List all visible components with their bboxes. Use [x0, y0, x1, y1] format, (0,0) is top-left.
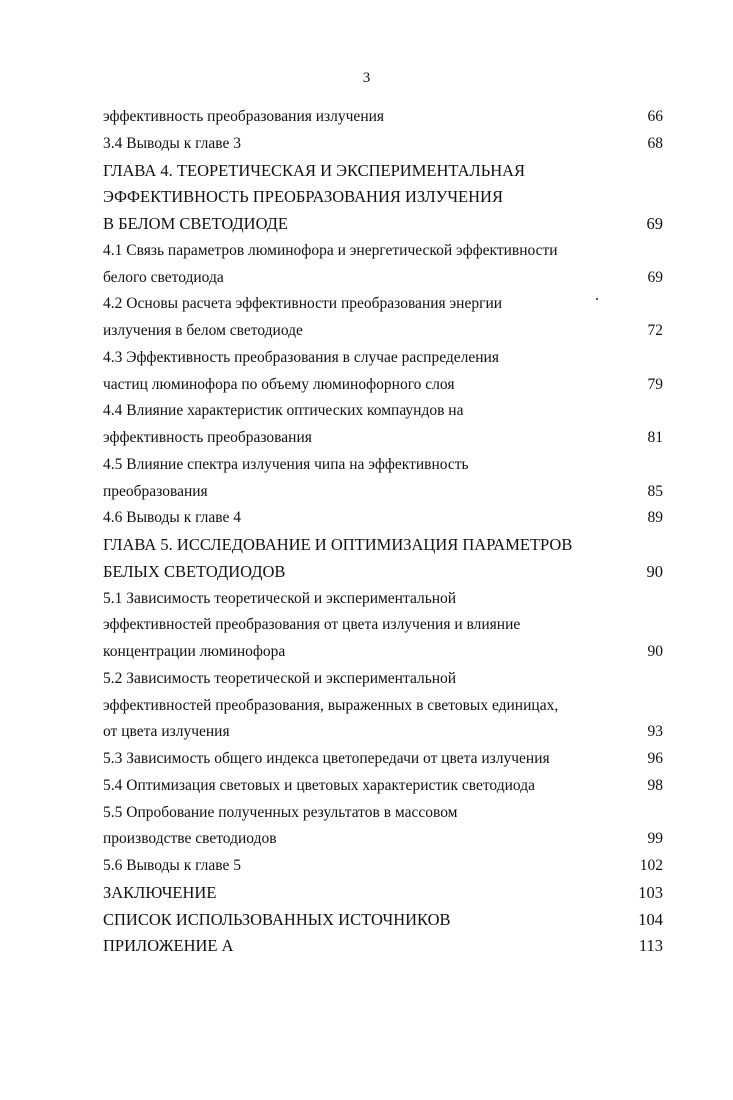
toc-page-number: 96: [647, 750, 663, 767]
toc-entry: [103, 505, 663, 532]
toc-page-number: 98: [647, 776, 663, 794]
toc-line: [103, 479, 663, 506]
toc-entry-text: эффективность преобразования излучения: [103, 108, 385, 125]
toc-page-number: 99: [647, 830, 663, 848]
toc-page-number: 85: [647, 482, 663, 500]
toc-heading-text: В БЕЛОМ СВЕТОДИОДЕ: [103, 214, 289, 233]
toc-entry: [103, 291, 663, 345]
toc-line: [103, 131, 663, 158]
toc-entry-text: производстве светодиодов: [103, 830, 277, 848]
toc-entry-text: эффективностей преобразования от цвета излучения и влияние: [103, 616, 521, 634]
toc-heading-text: ГЛАВА 4. ТЕОРЕТИЧЕСКАЯ И ЭКСПЕРИМЕНТАЛЬНАЯ: [103, 160, 526, 180]
toc-entry: [103, 773, 663, 800]
toc-entry-text: белого светодиода: [103, 268, 224, 286]
toc-entry-text: 5.5 Опробование полученных результатов в массовом: [103, 803, 458, 821]
toc-line: [103, 800, 663, 827]
toc-page-number: 102: [639, 857, 663, 874]
toc-entry: [103, 158, 663, 238]
toc-page-number: 103: [638, 882, 663, 902]
table-of-contents: [103, 104, 663, 960]
toc-entry: [103, 452, 663, 506]
toc-page-number: 66: [647, 108, 663, 125]
toc-line: [103, 693, 663, 720]
toc-page-number: 104: [638, 909, 663, 929]
toc-line: [103, 318, 663, 345]
toc-page-number: 81: [647, 429, 663, 446]
toc-line: [103, 719, 663, 746]
toc-line: [103, 826, 663, 853]
toc-line: [103, 104, 663, 131]
toc-line: [103, 452, 663, 479]
toc-entry: [103, 398, 663, 452]
toc-line: [103, 559, 663, 586]
toc-entry-text: эффективностей преобразования, выраженных в световых единицах,: [103, 696, 559, 714]
toc-line: [103, 933, 663, 960]
toc-page-number: 113: [638, 936, 663, 956]
toc-line: [103, 505, 663, 532]
toc-heading-text: СПИСОК ИСПОЛЬЗОВАННЫХ ИСТОЧНИКОВ: [103, 909, 451, 929]
toc-entry-text: 5.2 Зависимость теоретической и экспериментальной: [103, 669, 457, 687]
toc-line: [103, 907, 663, 934]
toc-entry: [103, 104, 663, 131]
toc-entry-text: от цвета излучения: [103, 723, 230, 741]
toc-page-number: 79: [647, 375, 663, 393]
toc-entry: [103, 238, 663, 292]
toc-entry-text: 4.4 Влияние характеристик оптических компаундов на: [103, 402, 464, 420]
toc-line: [103, 425, 663, 452]
toc-line: [103, 586, 663, 613]
toc-page-number: 69: [647, 268, 663, 286]
toc-entry: [103, 746, 663, 773]
toc-entry: [103, 131, 663, 158]
toc-page-number: 72: [647, 322, 663, 339]
toc-entry-text: 4.2 Основы расчета эффективности преобразования энергии: [103, 295, 503, 313]
toc-heading-text: ЗАКЛЮЧЕНИЕ: [103, 882, 217, 902]
toc-entry-text: 4.6 Выводы к главе 4: [103, 509, 242, 527]
toc-line: [103, 291, 663, 318]
toc-entry: [103, 666, 663, 746]
toc-entry: [103, 345, 663, 399]
toc-entry: [103, 586, 663, 666]
toc-entry: [103, 800, 663, 854]
toc-line: [103, 345, 663, 372]
page-number: 3: [362, 70, 371, 86]
toc-page-number: 69: [646, 214, 663, 233]
toc-line: [103, 211, 663, 238]
toc-page-number: 93: [647, 723, 663, 741]
toc-page-number: 68: [647, 134, 663, 152]
toc-entry-text: 5.1 Зависимость теоретической и экспериментальной: [103, 589, 457, 607]
toc-line: [103, 853, 663, 880]
toc-line: [103, 612, 663, 639]
toc-line: [103, 639, 663, 666]
toc-entry-text: 4.5 Влияние спектра излучения чипа на эффективность: [103, 455, 469, 473]
toc-line: [103, 398, 663, 425]
toc-entry-text: 5.6 Выводы к главе 5: [103, 857, 242, 874]
toc-page-number: 89: [647, 509, 663, 527]
toc-entry-text: частиц люминофора по объему люминофорного слоя: [103, 375, 455, 393]
toc-heading-text: ЭФФЕКТИВНОСТЬ ПРЕОБРАЗОВАНИЯ ИЗЛУЧЕНИЯ: [103, 187, 503, 207]
toc-entry-text: эффективность преобразования: [103, 429, 312, 446]
toc-heading-text: БЕЛЫХ СВЕТОДИОДОВ: [103, 561, 286, 581]
toc-entry-text: преобразования: [103, 482, 208, 500]
toc-line: [103, 238, 663, 265]
toc-line: [103, 666, 663, 693]
toc-heading-text: ПРИЛОЖЕНИЕ А: [103, 936, 234, 956]
toc-entry-text: 3.4 Выводы к главе 3: [103, 134, 242, 152]
scan-speck: [596, 298, 598, 300]
toc-line: [103, 158, 663, 185]
toc-entry-text: концентрации люминофора: [103, 643, 286, 660]
toc-line: [103, 184, 663, 211]
toc-entry: [103, 532, 663, 586]
toc-line: [103, 372, 663, 399]
toc-entry-text: 5.3 Зависимость общего индекса цветопередачи от цвета излучения: [103, 750, 550, 767]
toc-page-number: 90: [646, 561, 663, 581]
toc-entry-text: 4.1 Связь параметров люминофора и энергетической эффективности: [103, 241, 558, 259]
toc-entry: [103, 907, 663, 934]
toc-line: [103, 773, 663, 800]
toc-line: [103, 532, 663, 559]
toc-line: [103, 746, 663, 773]
toc-entry: [103, 880, 663, 907]
toc-heading-text: ГЛАВА 5. ИССЛЕДОВАНИЕ И ОПТИМИЗАЦИЯ ПАРАМЕТРОВ: [103, 535, 573, 554]
toc-line: [103, 265, 663, 292]
toc-line: [103, 880, 663, 907]
toc-page-number: 90: [647, 643, 663, 660]
toc-entry-text: излучения в белом светодиоде: [103, 322, 303, 339]
toc-entry-text: 4.3 Эффективность преобразования в случае распределения: [103, 348, 499, 366]
toc-entry: [103, 933, 663, 960]
toc-entry-text: 5.4 Оптимизация световых и цветовых характеристик светодиода: [103, 776, 535, 794]
toc-entry: [103, 853, 663, 880]
